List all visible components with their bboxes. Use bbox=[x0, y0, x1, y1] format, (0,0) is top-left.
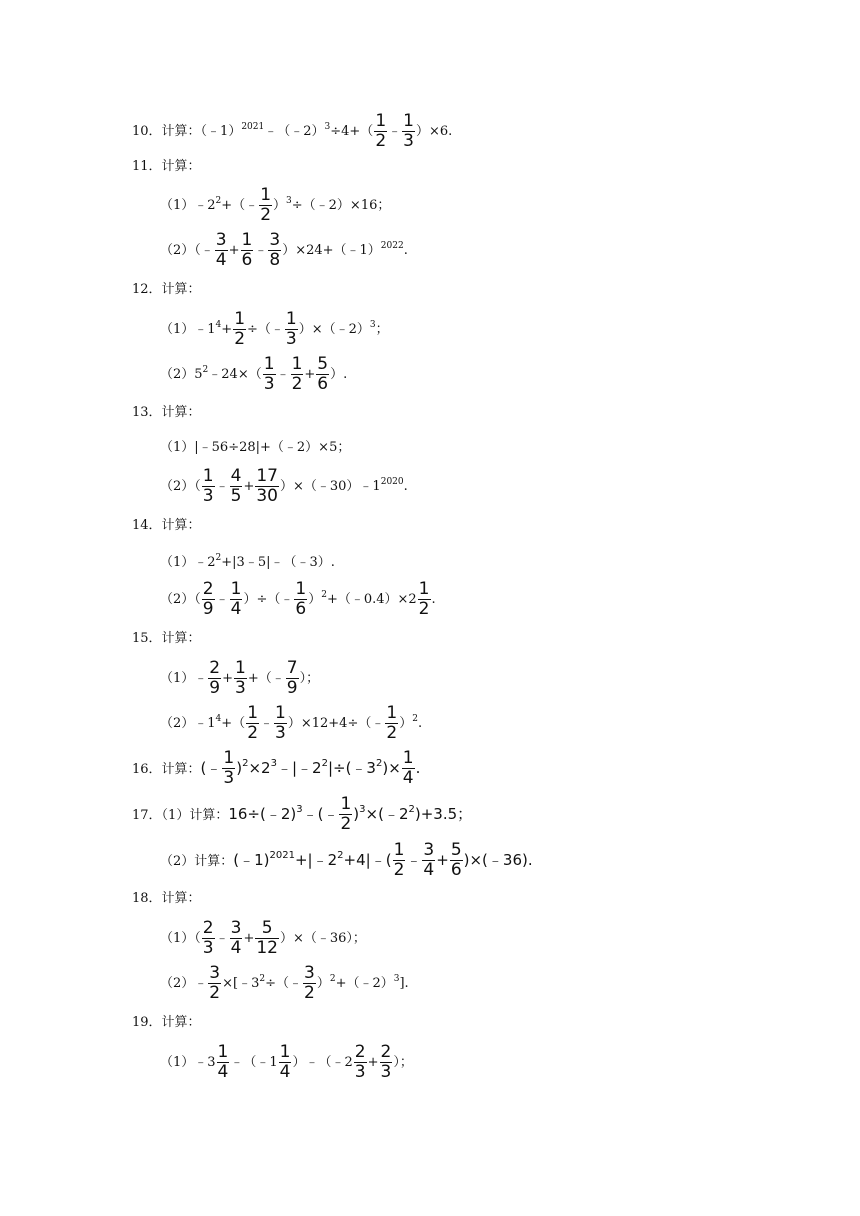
formula bbox=[228, 794, 473, 834]
numerator: 2 bbox=[209, 658, 221, 678]
problem-14-part-2 bbox=[160, 580, 436, 619]
numerator: 7 bbox=[286, 658, 298, 678]
problem-text: 14．计算： bbox=[132, 518, 201, 533]
denominator: 4 bbox=[217, 1062, 229, 1082]
exponent: 3 bbox=[369, 320, 376, 330]
fraction bbox=[354, 1043, 367, 1082]
fraction bbox=[374, 112, 387, 151]
problem-text: ÷（﹣2）×16； bbox=[291, 198, 391, 213]
numerator: 1 bbox=[285, 309, 297, 329]
denominator: 3 bbox=[403, 131, 414, 151]
denominator: 6 bbox=[295, 599, 307, 619]
problem-text: + bbox=[243, 931, 255, 946]
fraction bbox=[268, 231, 281, 270]
fraction bbox=[263, 355, 276, 394]
problem-18-heading bbox=[132, 892, 201, 905]
problem-text: （1）﹣ bbox=[160, 671, 208, 686]
problem-text: 18．计算： bbox=[132, 891, 201, 906]
problem-15-part-1 bbox=[160, 659, 319, 698]
fraction bbox=[234, 659, 247, 698]
problem-16 bbox=[132, 749, 420, 788]
exponent: 3 bbox=[393, 974, 400, 984]
fraction bbox=[279, 1043, 292, 1082]
problem-text: . bbox=[403, 479, 408, 494]
problem-text: ﹣ bbox=[215, 931, 229, 946]
numerator: 5 bbox=[450, 840, 462, 860]
denominator: 3 bbox=[380, 1062, 392, 1082]
problem-text: ﹣ bbox=[254, 243, 268, 258]
numerator: 1 bbox=[217, 1042, 229, 1062]
fraction bbox=[208, 659, 221, 698]
problem-text: ）﹣（﹣2 bbox=[292, 1055, 353, 1070]
denominator: 6 bbox=[241, 250, 253, 270]
denominator: 9 bbox=[209, 678, 221, 698]
denominator: 9 bbox=[286, 678, 298, 698]
denominator: 12 bbox=[256, 938, 278, 958]
problem-text: （2）（ bbox=[160, 592, 201, 607]
numerator: 1 bbox=[223, 748, 235, 768]
problem-13-part-1 bbox=[160, 441, 350, 454]
problem-text: +（﹣ bbox=[221, 198, 259, 213]
exponent: 2 bbox=[215, 196, 222, 206]
problem-text: +|3﹣5|﹣（﹣3）. bbox=[221, 555, 335, 570]
problem-text: （1）﹣2 bbox=[160, 198, 216, 213]
numerator: 1 bbox=[260, 185, 272, 205]
problem-text: ﹣24×（ bbox=[208, 367, 262, 382]
fraction bbox=[402, 112, 415, 151]
denominator: 2 bbox=[386, 723, 398, 743]
exponent: 2 bbox=[408, 804, 415, 815]
denominator: 2 bbox=[418, 599, 430, 619]
numerator: 5 bbox=[317, 354, 329, 374]
problem-text: （1）|﹣56÷28|+（﹣2）×5； bbox=[160, 440, 351, 455]
numerator: 1 bbox=[295, 579, 307, 599]
fraction bbox=[303, 964, 316, 1003]
fraction bbox=[222, 749, 235, 788]
problem-text: ×2 bbox=[248, 759, 271, 777]
problem-text: 16．计算： bbox=[132, 762, 201, 777]
numerator: 1 bbox=[402, 748, 414, 768]
problem-text: ﹣（﹣1 bbox=[230, 1055, 278, 1070]
denominator: 2 bbox=[209, 983, 221, 1003]
problem-text: )× bbox=[382, 759, 401, 777]
problem-text: 10．计算：（﹣1） bbox=[132, 124, 242, 139]
numerator: 1 bbox=[386, 703, 398, 723]
problem-text: . bbox=[403, 243, 408, 258]
problem-text: |÷(﹣3 bbox=[327, 759, 376, 777]
fraction bbox=[339, 795, 352, 834]
problem-text: + bbox=[436, 851, 449, 869]
denominator: 3 bbox=[223, 768, 235, 788]
numerator: 1 bbox=[202, 466, 214, 486]
numerator: 4 bbox=[230, 466, 242, 486]
fraction bbox=[246, 704, 259, 743]
problem-15-heading bbox=[132, 632, 201, 645]
exponent: 2 bbox=[215, 553, 222, 563]
problem-text: +（﹣0.4）×2 bbox=[326, 592, 417, 607]
problem-text: ×[﹣3 bbox=[222, 976, 260, 991]
denominator: 5 bbox=[230, 486, 242, 506]
fraction bbox=[291, 355, 304, 394]
problem-text: （2）计算： bbox=[160, 854, 234, 869]
exponent: 4 bbox=[215, 320, 222, 330]
denominator: 4 bbox=[215, 250, 227, 270]
problem-text: 12．计算： bbox=[132, 282, 201, 297]
problem-text: +（﹣ bbox=[247, 671, 285, 686]
problem-text: 15．计算： bbox=[132, 631, 201, 646]
exponent: 2 bbox=[321, 590, 327, 600]
numerator: 2 bbox=[380, 1042, 392, 1062]
numerator: 2 bbox=[202, 579, 214, 599]
exponent: 3 bbox=[286, 196, 292, 206]
numerator: 3 bbox=[230, 918, 242, 938]
problem-text: （2）（ bbox=[160, 479, 201, 494]
denominator: 2 bbox=[304, 983, 315, 1003]
exponent: 3 bbox=[270, 758, 277, 769]
problem-text: ） bbox=[273, 198, 287, 213]
problem-17-part-1 bbox=[132, 795, 472, 834]
problem-text: ）×（﹣2） bbox=[298, 322, 370, 337]
problem-text: ﹣(﹣ bbox=[302, 805, 339, 823]
exponent: 2 bbox=[337, 850, 344, 861]
problem-text: ； bbox=[375, 322, 389, 337]
problem-text: ） bbox=[308, 592, 322, 607]
problem-text: (﹣ bbox=[200, 759, 222, 777]
denominator: 2 bbox=[393, 860, 405, 880]
exponent: 2 bbox=[242, 758, 249, 769]
problem-text: + bbox=[367, 1055, 379, 1070]
problem-text: ﹣ bbox=[215, 479, 229, 494]
problem-text: ﹣ bbox=[260, 716, 274, 731]
numerator: 3 bbox=[304, 963, 315, 983]
exponent: 3 bbox=[324, 122, 331, 132]
problem-text: + bbox=[304, 367, 316, 382]
exponent: 3 bbox=[296, 804, 303, 815]
numerator: 5 bbox=[255, 919, 279, 939]
denominator: 6 bbox=[317, 374, 329, 394]
fraction bbox=[230, 580, 243, 619]
problem-text: ) bbox=[353, 805, 360, 823]
problem-text: ﹣ bbox=[406, 851, 422, 869]
problem-text: ）. bbox=[330, 367, 348, 382]
problem-17-part-2 bbox=[160, 841, 533, 880]
exponent: 2022 bbox=[380, 241, 404, 251]
numerator: 1 bbox=[340, 794, 352, 814]
problem-text: 17．（1）计算： bbox=[132, 808, 229, 823]
denominator: 2 bbox=[340, 814, 352, 834]
fraction bbox=[418, 580, 431, 619]
exponent: 2 bbox=[329, 974, 336, 984]
problem-text: ） bbox=[399, 716, 413, 731]
denominator: 3 bbox=[202, 486, 214, 506]
exponent: 2 bbox=[375, 758, 383, 769]
problem-text: ) bbox=[236, 759, 243, 777]
exponent: 2021 bbox=[269, 850, 295, 861]
problem-text: ）×（﹣36）； bbox=[280, 931, 366, 946]
denominator: 3 bbox=[202, 938, 214, 958]
problem-text: ）； bbox=[299, 671, 320, 686]
problem-13-heading bbox=[132, 406, 201, 419]
problem-text: + bbox=[222, 671, 234, 686]
problem-text: ）÷（﹣ bbox=[243, 592, 294, 607]
problem-text: ﹣ bbox=[388, 124, 402, 139]
problem-text: ]. bbox=[399, 976, 409, 991]
problem-text: （2）﹣1 bbox=[160, 716, 216, 731]
denominator: 2 bbox=[375, 131, 387, 151]
problem-text: ）； bbox=[393, 1055, 413, 1070]
problem-11-part-1 bbox=[160, 186, 390, 225]
fraction bbox=[385, 704, 398, 743]
denominator: 2 bbox=[260, 205, 272, 225]
problem-12-part-2 bbox=[160, 355, 347, 394]
problem-text: ﹣ bbox=[215, 592, 229, 607]
denominator: 2 bbox=[247, 723, 259, 743]
problem-text: +（ bbox=[221, 716, 246, 731]
problem-18-part-2 bbox=[160, 964, 409, 1003]
fraction bbox=[402, 749, 415, 788]
problem-text: 13．计算： bbox=[132, 405, 201, 420]
fraction bbox=[450, 841, 463, 880]
problem-text: 11．计算： bbox=[132, 159, 201, 174]
fraction bbox=[286, 659, 299, 698]
problem-text: (﹣1) bbox=[233, 851, 270, 869]
problem-text: （2）（﹣ bbox=[160, 243, 214, 258]
formula bbox=[200, 748, 421, 788]
denominator: 4 bbox=[402, 768, 414, 788]
numerator: 3 bbox=[215, 230, 227, 250]
denominator: 2 bbox=[234, 329, 246, 349]
fraction bbox=[202, 467, 215, 506]
numerator: 1 bbox=[403, 111, 414, 131]
problem-text: +|﹣2 bbox=[294, 851, 338, 869]
fraction bbox=[230, 919, 243, 958]
numerator: 1 bbox=[375, 111, 387, 131]
problem-10 bbox=[132, 112, 452, 151]
exponent: 2020 bbox=[380, 477, 404, 487]
problem-text: ﹣|﹣2 bbox=[276, 759, 322, 777]
denominator: 4 bbox=[230, 938, 242, 958]
problem-text: + bbox=[221, 322, 233, 337]
problem-19-heading bbox=[132, 1016, 201, 1029]
problem-text: ÷（﹣ bbox=[247, 322, 284, 337]
problem-text: )×(﹣36). bbox=[463, 851, 533, 869]
fraction bbox=[274, 704, 287, 743]
problem-14-heading bbox=[132, 519, 201, 532]
denominator: 9 bbox=[202, 599, 214, 619]
denominator: 6 bbox=[450, 860, 462, 880]
problem-text: ×(﹣2 bbox=[365, 805, 409, 823]
problem-text: + bbox=[228, 243, 240, 258]
numerator: 1 bbox=[235, 658, 246, 678]
numerator: 1 bbox=[275, 703, 286, 723]
numerator: 1 bbox=[230, 579, 242, 599]
numerator: 1 bbox=[263, 354, 275, 374]
fraction bbox=[217, 1043, 230, 1082]
problem-text: ﹣ bbox=[276, 367, 290, 382]
problem-text: ） bbox=[316, 976, 330, 991]
problem-text: . bbox=[431, 592, 436, 607]
problem-text: 19．计算： bbox=[132, 1015, 201, 1030]
exponent: 2 bbox=[412, 714, 418, 724]
numerator: 1 bbox=[393, 840, 405, 860]
problem-12-part-1 bbox=[160, 310, 389, 349]
problem-text: （1）（ bbox=[160, 931, 201, 946]
numerator: 1 bbox=[247, 703, 259, 723]
problem-text: 16÷(﹣2) bbox=[228, 805, 297, 823]
numerator: 17 bbox=[256, 466, 278, 486]
problem-text: （2）﹣ bbox=[160, 976, 208, 991]
problem-12-heading bbox=[132, 283, 201, 296]
problem-text: + bbox=[243, 479, 255, 494]
fraction bbox=[233, 310, 246, 349]
fraction bbox=[255, 919, 279, 958]
problem-15-part-2 bbox=[160, 704, 422, 743]
exponent: 4 bbox=[215, 714, 222, 724]
problem-text: +4|﹣( bbox=[343, 851, 392, 869]
denominator: 4 bbox=[423, 860, 435, 880]
exponent: 2 bbox=[321, 758, 328, 769]
problem-text: ）×6. bbox=[415, 124, 453, 139]
fraction bbox=[202, 919, 215, 958]
numerator: 1 bbox=[234, 309, 246, 329]
fraction bbox=[230, 467, 243, 506]
problem-text: （1）﹣1 bbox=[160, 322, 216, 337]
fraction bbox=[422, 841, 435, 880]
denominator: 3 bbox=[235, 678, 246, 698]
problem-text: （1）﹣3 bbox=[160, 1055, 216, 1070]
fraction bbox=[202, 580, 215, 619]
numerator: 1 bbox=[291, 354, 303, 374]
problem-text: ÷4+（ bbox=[330, 124, 374, 139]
denominator: 3 bbox=[354, 1062, 366, 1082]
exponent: 2021 bbox=[241, 122, 265, 132]
denominator: 4 bbox=[230, 599, 242, 619]
denominator: 3 bbox=[275, 723, 286, 743]
fraction bbox=[208, 964, 221, 1003]
denominator: 4 bbox=[279, 1062, 291, 1082]
problem-text: ）×24+（﹣1） bbox=[282, 243, 381, 258]
problem-text: （2）5 bbox=[160, 367, 203, 382]
formula bbox=[233, 840, 533, 880]
fraction bbox=[316, 355, 329, 394]
denominator: 8 bbox=[269, 250, 281, 270]
fraction bbox=[241, 231, 254, 270]
numerator: 2 bbox=[202, 918, 214, 938]
exponent: 3 bbox=[359, 804, 366, 815]
fraction bbox=[259, 186, 272, 225]
exponent: 2 bbox=[259, 974, 266, 984]
exponent: 2 bbox=[202, 365, 209, 375]
problem-text: （1）﹣2 bbox=[160, 555, 216, 570]
problem-text: ÷（﹣ bbox=[265, 976, 302, 991]
numerator: 1 bbox=[241, 230, 253, 250]
numerator: 1 bbox=[279, 1042, 291, 1062]
numerator: 3 bbox=[209, 963, 221, 983]
denominator: 30 bbox=[256, 486, 278, 506]
problem-11-heading bbox=[132, 160, 201, 173]
problem-13-part-2 bbox=[160, 467, 408, 506]
fraction bbox=[393, 841, 406, 880]
denominator: 3 bbox=[263, 374, 275, 394]
denominator: 3 bbox=[285, 329, 297, 349]
denominator: 2 bbox=[291, 374, 303, 394]
problem-text: )+3.5； bbox=[414, 805, 473, 823]
fraction bbox=[294, 580, 307, 619]
numerator: 3 bbox=[269, 230, 281, 250]
problem-text: +（﹣2） bbox=[335, 976, 394, 991]
fraction bbox=[380, 1043, 393, 1082]
problem-text: . bbox=[415, 759, 421, 777]
problem-text: ﹣（﹣2） bbox=[264, 124, 325, 139]
problem-text: ）×12+4÷（﹣ bbox=[287, 716, 385, 731]
numerator: 2 bbox=[354, 1042, 366, 1062]
problem-text: . bbox=[417, 716, 423, 731]
problem-11-part-2 bbox=[160, 231, 408, 270]
problem-19-part-1 bbox=[160, 1043, 413, 1082]
problem-18-part-1 bbox=[160, 919, 366, 958]
problem-14-part-1 bbox=[160, 554, 335, 569]
fraction bbox=[285, 310, 298, 349]
numerator: 1 bbox=[418, 579, 430, 599]
numerator: 3 bbox=[423, 840, 435, 860]
problem-text: ）×（﹣30）﹣1 bbox=[280, 479, 381, 494]
fraction bbox=[255, 467, 279, 506]
fraction bbox=[215, 231, 228, 270]
